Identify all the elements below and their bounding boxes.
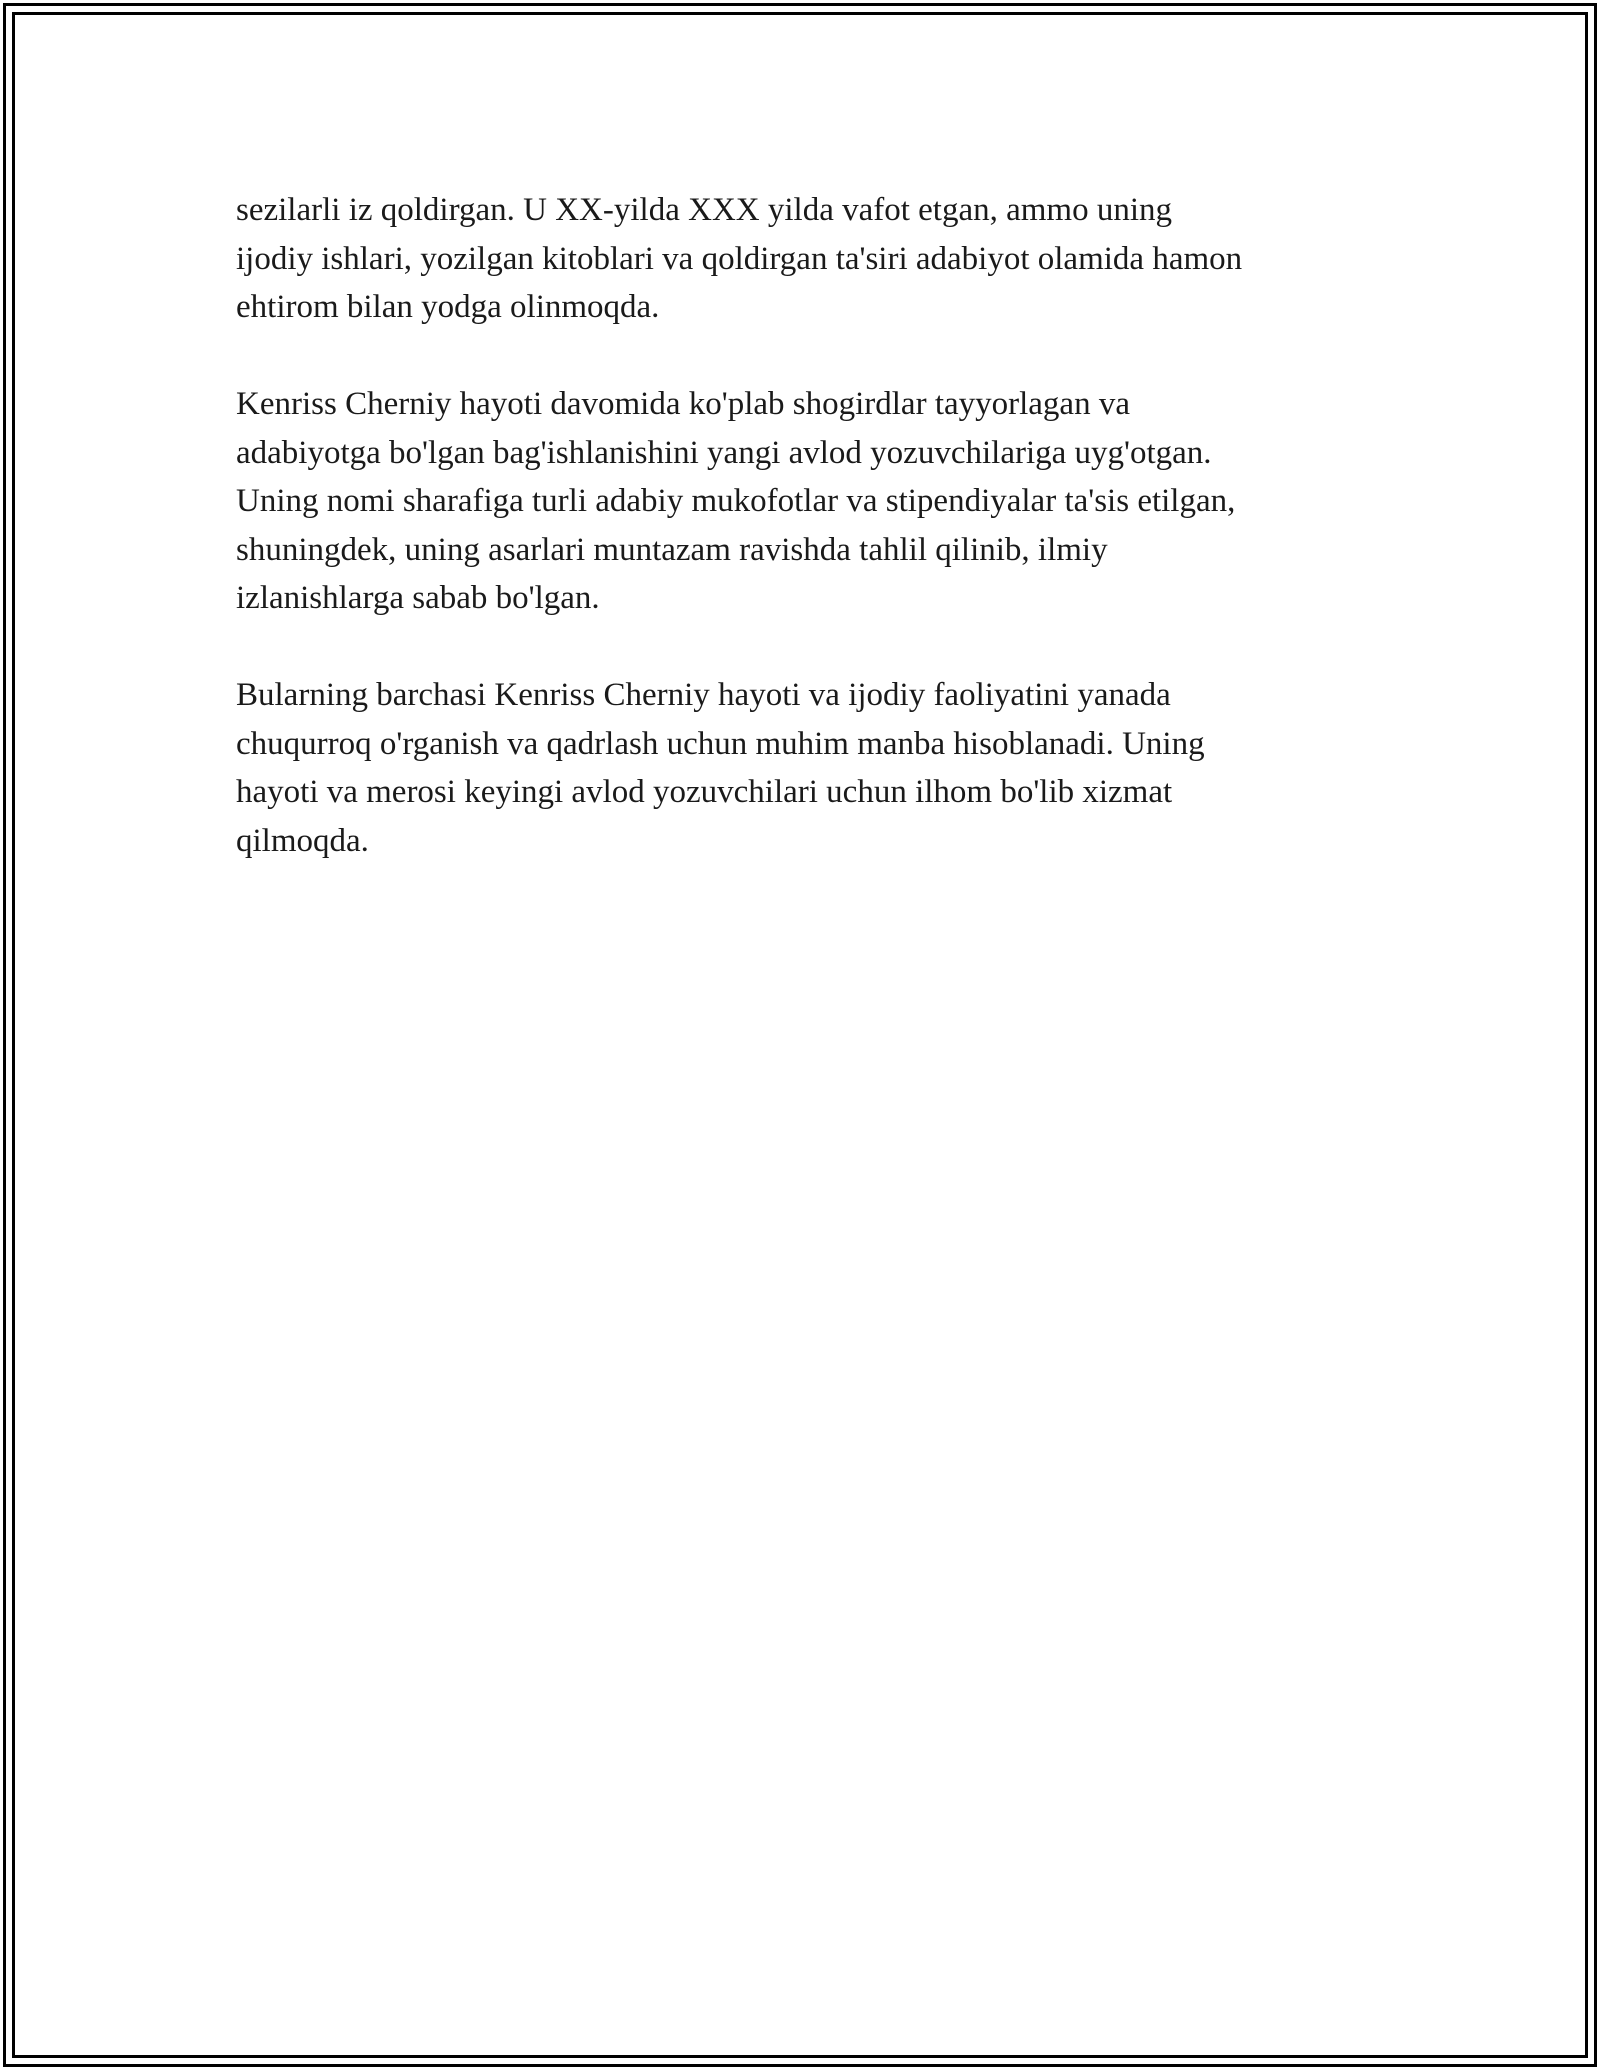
paragraph-legacy: sezilarli iz qoldirgan. U XX-yilda XXX yilda vafot etgan, ammo uning ijodiy ishlari, yozilgan kitoblari va qoldirgan ta'siri adabiyot olamida hamon ehtirom bilan yodga olinmoqda.: [236, 192, 1243, 325]
paragraph-students-awards: Kenriss Cherniy hayoti davomida ko'plab shogirdlar tayyorlagan va adabiyotga bo'lgan bag'ishlanishini yangi avlod yozuvchilariga uyg'otgan. Uning nomi sharafiga turli adabiy mukofotlar va stipendiyalar ta'sis etilgan, shuningdek, uning asarlari muntazam ravishda tahlil qilinib, ilmiy izlanishlarga sabab bo'lgan.: [236, 386, 1236, 616]
document-body: [236, 186, 1366, 914]
paragraph-conclusion: Bularning barchasi Kenriss Cherniy hayoti va ijodiy faoliyatini yanada chuqurroq o'rganish va qadrlash uchun muhim manba hisoblanadi. Uning hayoti va merosi keyingi avlod yozuvchilari uchun ilhom bo'lib xizmat qilmoqda.: [236, 677, 1205, 859]
